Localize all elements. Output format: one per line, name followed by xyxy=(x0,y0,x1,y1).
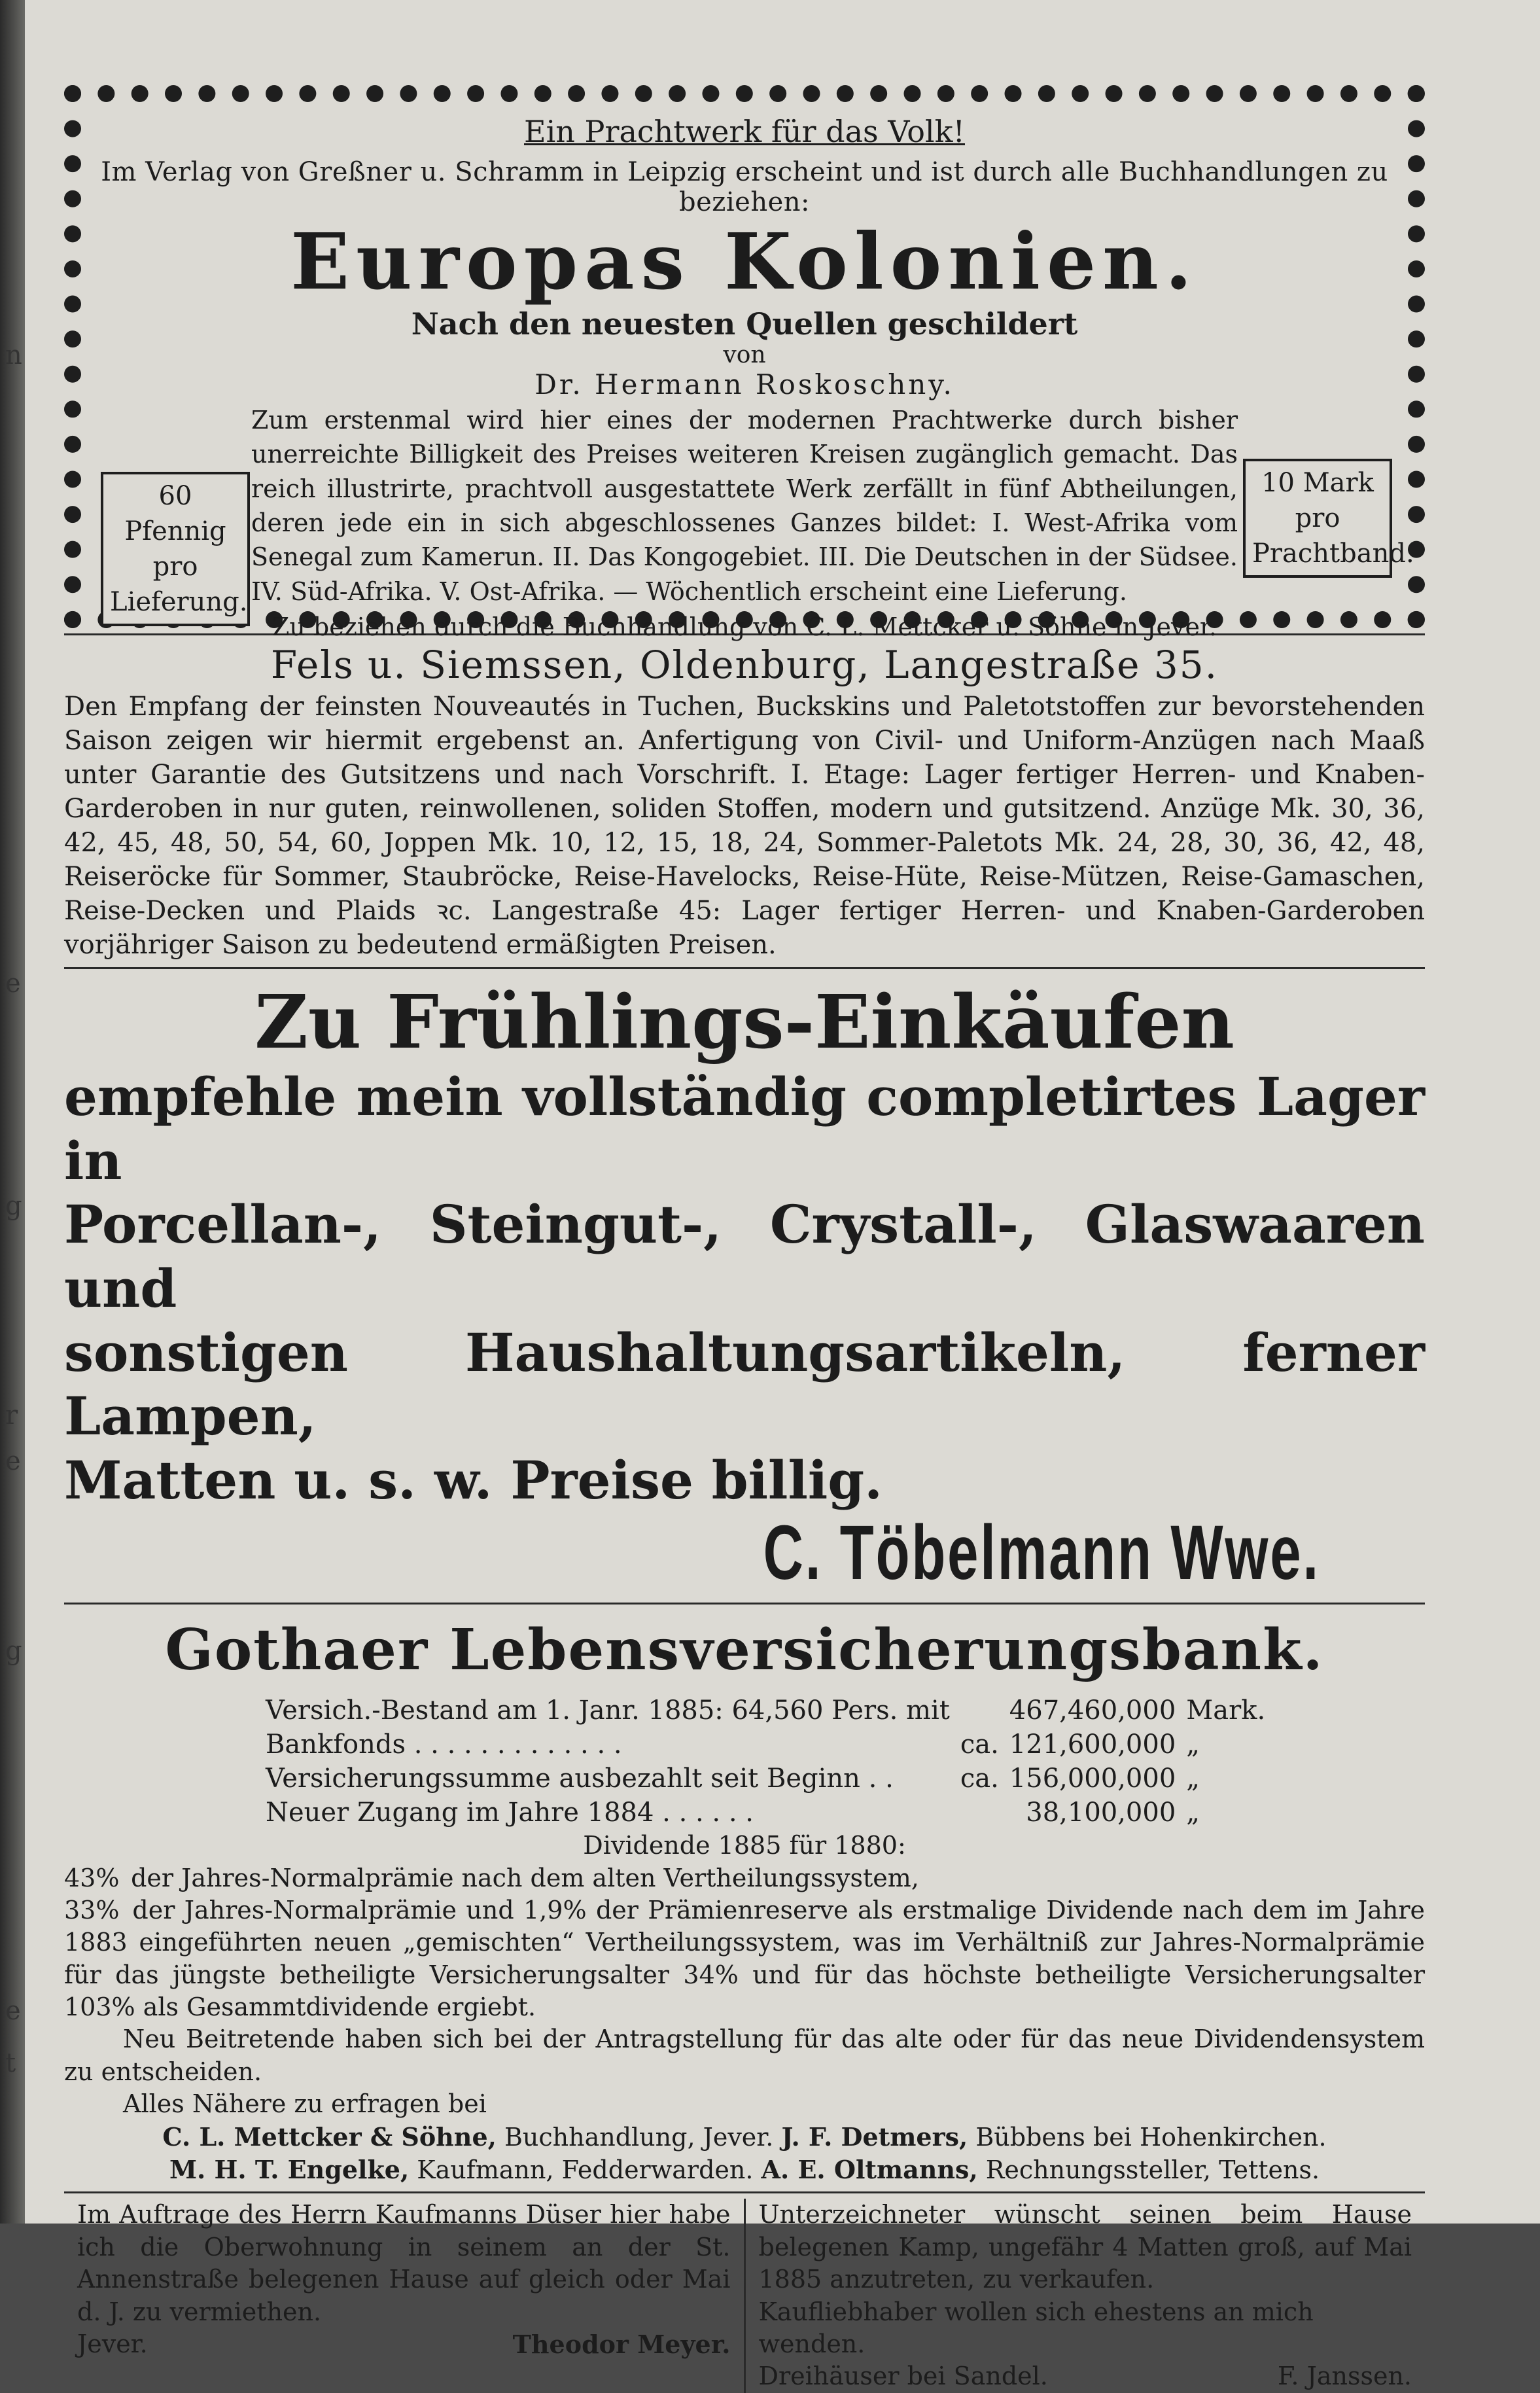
ad4-inquiry: Alles Nähere zu erfragen bei xyxy=(123,2089,487,2119)
table-cell-suffix: „ xyxy=(1186,1729,1200,1760)
ad-fels-siemssen xyxy=(64,641,1425,962)
ad4-dividend-item xyxy=(64,1894,1425,2024)
table-row xyxy=(260,1796,1270,1830)
price-right-unit: Prachtband. xyxy=(1252,539,1414,569)
margin-char: n xyxy=(5,340,22,370)
price-left-pro: pro xyxy=(152,552,198,582)
dividend-percent: 43% xyxy=(64,1863,120,1892)
price-right-pro: pro xyxy=(1295,503,1340,533)
price-left-amount: 60 Pfennig xyxy=(124,481,226,546)
margin-char: e xyxy=(5,968,21,999)
ad6-signer: F. Janssen. xyxy=(1277,2362,1412,2391)
ad-wohnung xyxy=(64,2199,746,2392)
agent-detail: Rechnungssteller, Tettens. xyxy=(977,2155,1320,2185)
table-cell-label: Versicherungssumme ausbezahlt seit Beginn . . xyxy=(266,1764,894,1794)
ad1-author: Dr. Hermann Roskoschny. xyxy=(534,368,954,400)
ad-gothaer xyxy=(64,1614,1425,2186)
agent-name: C. L. Mettcker & Söhne, xyxy=(162,2121,497,2152)
table-cell-label: Bankfonds . . . . . . . . . . . . . xyxy=(266,1729,622,1760)
ad3-line: empfehle mein vollständig completirtes Lager in xyxy=(64,1066,1425,1192)
agents-line xyxy=(64,2121,1425,2154)
ad3-line: Porcellan-, Steingut-, Crystall-, Glaswaaren und xyxy=(64,1194,1425,1319)
dividend-text: der Jahres-Normalprämie und 1,9% der Prämienreserve als erstmalige Dividende nach dem im Jahre 1883 eingeführten neuen „gemischten“ Vertheilungssystem, was im Verhältniß zur Jahres-Normalprämie für das jüngste betheiligte Versicherungsalter 34% und für das höchste betheiligte Versicherungsalter 103% als Gesammtdividende ergiebt. xyxy=(64,1895,1425,2022)
margin-char: e xyxy=(5,1996,21,2026)
margin-char: r xyxy=(5,1400,18,1430)
agent-name: M. H. T. Engelke, xyxy=(169,2155,410,2185)
divider xyxy=(64,967,1425,969)
ad5-place: Jever. xyxy=(77,2330,148,2358)
ad1-body: Zum erstenmal wird hier eines der modernen Prachtwerke durch bisher unerreichte Billigkeit des Preises weiteren Kreisen zugänglich gemacht. Das reich illustrirte, prachtvoll ausgestattete Werk zerfällt in fünf Abtheilungen, deren jede ein in sich abgeschlossenes Ganzes bildet: I. West-Afrika vom Senegal zum Kamerun. II. Das Kongogebiet. III. Die Deutschen in der Südsee. IV. Süd-Afrika. V. Ost-Afrika. — Wöchentlich erscheint eine Lieferung. xyxy=(251,405,1238,606)
ad-toebelmann xyxy=(64,981,1425,1597)
table-cell-value: 467,460,000 xyxy=(1009,1695,1176,1726)
price-box-left xyxy=(101,472,250,626)
table-cell-value: 121,600,000 xyxy=(1009,1729,1176,1760)
agent-detail: Kaufmann, Fedderwarden. xyxy=(409,2155,761,2185)
ad6-text: Unterzeichneter wünscht seinen beim Hause belegenen Kamp, ungefähr 4 Matten groß, auf Mai 1885 anzutreten, zu verkaufen. xyxy=(758,2200,1412,2294)
margin-char: g xyxy=(5,1191,22,1221)
ad1-closing: Zu beziehen durch die Buchhandlung von C. L. Mettcker u. Söhne in Jever. xyxy=(271,612,1217,642)
ad-kamp xyxy=(746,2199,1426,2392)
table-cell-prefix xyxy=(955,1693,1004,1728)
table-cell-label: Versich.-Bestand am 1. Janr. 1885: 64,560 Pers. mit xyxy=(266,1695,950,1726)
price-right-amount: 10 Mark xyxy=(1261,468,1374,498)
table-cell-label: Neuer Zugang im Jahre 1884 . . . . . . xyxy=(266,1798,754,1828)
ad4-agents xyxy=(64,2121,1425,2187)
page-content xyxy=(64,85,1425,2393)
dividend-percent: 33% xyxy=(64,1895,120,1924)
bottom-ads xyxy=(64,2199,1425,2392)
ad6-signature xyxy=(759,2360,1412,2392)
divider xyxy=(64,2191,1425,2193)
agent-detail: Bübbens bei Hohenkirchen. xyxy=(968,2122,1327,2152)
table-row xyxy=(260,1728,1270,1762)
ad6-text2: Kaufliebhaber wollen sich ehestens an mich wenden. xyxy=(758,2297,1314,2358)
ad4-dividend-item xyxy=(64,1862,1425,1894)
table-cell-suffix: „ xyxy=(1186,1764,1200,1794)
ad3-firm-name: C. Töbelmann Wwe. xyxy=(763,1510,1320,1597)
ad4-dividend-heading: Dividende 1885 für 1880: xyxy=(583,1831,906,1860)
newspaper-page xyxy=(25,0,1540,2391)
ad3-headline: Zu Frühlings-Einkäufen xyxy=(254,980,1234,1066)
ad4-headline: Gothaer Lebensversicherungsbank. xyxy=(165,1617,1324,1684)
ad5-signature xyxy=(77,2328,731,2360)
table-row xyxy=(260,1762,1270,1796)
ad3-line: sonstigen Haushaltungsartikeln, ferner Lampen, xyxy=(64,1321,1425,1447)
agents-line xyxy=(64,2154,1425,2186)
ad6-place: Dreihäuser bei Sandel. xyxy=(758,2362,1048,2391)
ad-europas-kolonien xyxy=(64,85,1425,642)
price-box-right xyxy=(1243,459,1414,578)
price-left-unit: Lieferung. xyxy=(110,587,248,617)
agent-detail: Buchhandlung, Jever. xyxy=(496,2122,782,2152)
book-spine xyxy=(0,0,25,2224)
ad5-text: Im Auftrage des Herrn Kaufmanns Düser hier habe ich die Oberwohnung in seinem an der St. Annenstraße belegenen Hause auf gleich oder Mai d. J. zu vermiethen. xyxy=(77,2200,731,2326)
divider xyxy=(64,1603,1425,1604)
table-cell-suffix: Mark. xyxy=(1186,1695,1266,1726)
margin-char: e xyxy=(5,1446,21,1476)
ad1-von: von xyxy=(723,341,766,368)
ad4-figures-table xyxy=(260,1693,1270,1830)
ad1-intro: Im Verlag von Greßner u. Schramm in Leipzig erscheint und ist durch alle Buchhandlungen zu beziehen: xyxy=(101,157,1388,217)
margin-char: g xyxy=(5,1636,22,1666)
table-cell-prefix xyxy=(955,1796,1004,1830)
margin-char: t xyxy=(5,2048,16,2078)
table-cell-prefix: ca. xyxy=(960,1764,999,1794)
table-row xyxy=(260,1693,1270,1728)
agent-name: J. F. Detmers, xyxy=(781,2121,968,2152)
ad2-body: Den Empfang der feinsten Nouveautés in Tuchen, Buckskins und Paletotstoffen zur bevorstehenden Saison zeigen wir hiermit ergebenst an. Anfertigung von Civil- und Uniform-Anzügen nach Maaß unter Garantie des Gutsitzens und nach Vorschrift. I. Etage: Lager fertiger Herren- und Knaben-Garderoben in nur guten, reinwollenen, soliden Stoffen, modern und gutsitzend. Anzüge Mk. 30, 36, 42, 45, 48, 50, 54, 60, Joppen Mk. 10, 12, 15, 18, 24, Sommer-Paletots Mk. 24, 28, 30, 36, 42, 48, Reiseröcke für Sommer, Staubröcke, Reise-Havelocks, Reise-Hüte, Reise-Mützen, Reise-Gamaschen, Reise-Decken und Plaids ꝛc. Langestraße 45: Lager fertiger Herren- und Knaben-Garderoben vorjähriger Saison zu bedeutend ermäßigten Preisen. xyxy=(64,692,1425,961)
ad5-signer: Theodor Meyer. xyxy=(512,2330,731,2359)
dividend-text: der Jahres-Normalprämie nach dem alten Vertheilungssystem, xyxy=(131,1863,919,1892)
table-cell-value: 156,000,000 xyxy=(1009,1764,1176,1794)
ad2-headline: Fels u. Siemssen, Oldenburg, Langestraße 35. xyxy=(270,643,1219,687)
agent-name: A. E. Oltmanns, xyxy=(761,2155,978,2185)
table-cell-value: 38,100,000 xyxy=(1026,1798,1176,1828)
ad1-body-wrap xyxy=(101,403,1414,645)
ad1-headline: Europas Kolonien. xyxy=(290,216,1199,307)
table-cell-suffix: „ xyxy=(1186,1798,1200,1828)
ad4-note: Neu Beitretende haben sich bei der Antragstellung für das alte oder für das neue Dividendensystem zu entscheiden. xyxy=(64,2025,1425,2086)
ad1-title: Ein Prachtwerk für das Volk! xyxy=(524,114,965,149)
table-cell-prefix: ca. xyxy=(960,1729,999,1760)
ad3-line: Matten u. s. w. Preise billig. xyxy=(64,1449,883,1511)
ad1-subtitle: Nach den neuesten Quellen geschildert xyxy=(411,306,1078,342)
